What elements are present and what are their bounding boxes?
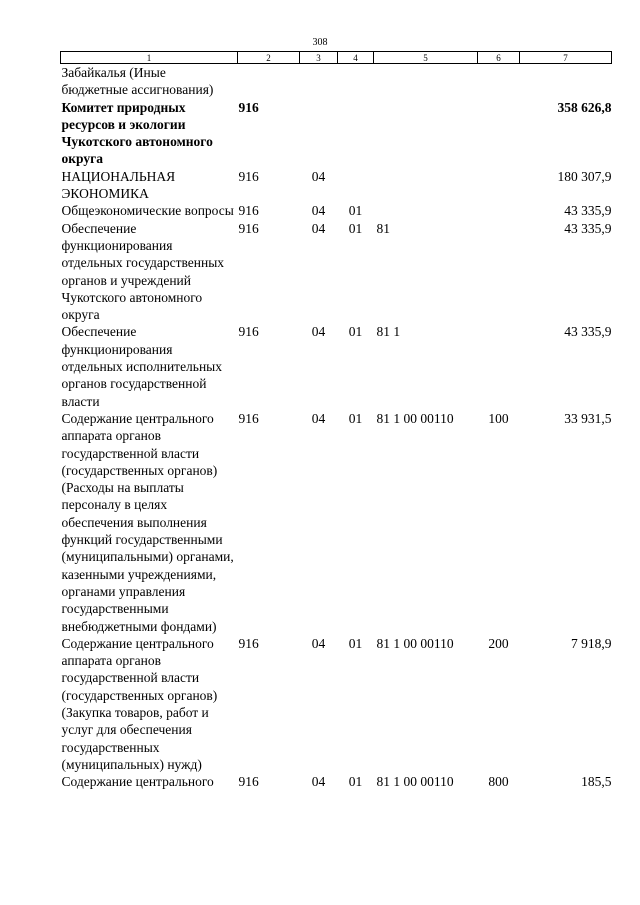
table-body bbox=[61, 64, 612, 791]
row-department-code bbox=[238, 64, 300, 99]
row-target-article bbox=[374, 99, 478, 168]
row-subsection-code: 01 bbox=[348, 220, 363, 236]
row-section-code: 04 bbox=[311, 635, 326, 651]
row-name: Обеспечение функционирования отдельных исполнительных органов государственной власти bbox=[61, 324, 222, 409]
row-department-code: 916 bbox=[238, 635, 259, 651]
row-expense-type bbox=[478, 99, 520, 168]
row-name: НАЦИОНАЛЬНАЯ ЭКОНОМИКА bbox=[61, 168, 176, 202]
page-number: 308 bbox=[312, 37, 328, 48]
row-target-article: 81 bbox=[376, 220, 390, 236]
row-subsection-code: 01 bbox=[348, 635, 363, 651]
row-section-code: 04 bbox=[311, 324, 326, 340]
table-row bbox=[61, 220, 612, 324]
row-name: Общеэкономические вопросы bbox=[61, 203, 234, 219]
header-row bbox=[61, 52, 612, 64]
row-name: Обеспечение функционирования отдельных государственных органов и учреждений Чукотского автономного округа bbox=[61, 220, 225, 323]
row-name: Забайкалья (Иные бюджетные ассигнования) bbox=[61, 65, 214, 98]
row-subsection-code: 01 bbox=[348, 774, 363, 790]
row-amount: 33 931,5 bbox=[564, 410, 612, 426]
row-expense-type bbox=[478, 168, 520, 203]
row-section-code: 04 bbox=[311, 220, 326, 236]
row-department-code: 916 bbox=[238, 99, 259, 115]
table-row bbox=[61, 773, 612, 790]
row-section-code: 04 bbox=[311, 774, 326, 790]
row-amount: 180 307,9 bbox=[557, 168, 612, 184]
row-department-code: 916 bbox=[238, 324, 259, 340]
row-target-article: 81 1 bbox=[376, 324, 401, 340]
row-department-code: 916 bbox=[238, 168, 259, 184]
row-section-code bbox=[300, 64, 338, 99]
header-col-5: 5 bbox=[374, 52, 478, 64]
row-target-article bbox=[374, 202, 478, 219]
table-row bbox=[61, 635, 612, 773]
row-amount: 358 626,8 bbox=[557, 99, 612, 115]
row-subsection-code bbox=[338, 99, 374, 168]
row-target-article bbox=[374, 64, 478, 99]
row-target-article: 81 1 00 00110 bbox=[376, 635, 454, 651]
row-target-article: 81 1 00 00110 bbox=[376, 774, 454, 790]
row-subsection-code bbox=[338, 168, 374, 203]
table-row bbox=[61, 168, 612, 203]
table-row bbox=[61, 64, 612, 99]
budget-table bbox=[60, 51, 612, 790]
row-department-code: 916 bbox=[238, 220, 259, 236]
row-section-code: 04 bbox=[311, 168, 326, 184]
header-col-4: 4 bbox=[338, 52, 374, 64]
header-col-3: 3 bbox=[300, 52, 338, 64]
row-subsection-code: 01 bbox=[348, 203, 363, 219]
row-expense-type bbox=[478, 64, 520, 99]
table-header bbox=[61, 52, 612, 64]
row-expense-type bbox=[478, 202, 520, 219]
header-col-6: 6 bbox=[478, 52, 520, 64]
row-target-article: 81 1 00 00110 bbox=[376, 410, 454, 426]
header-col-7: 7 bbox=[520, 52, 612, 64]
row-expense-type: 200 bbox=[488, 635, 509, 651]
row-name: Содержание центрального bbox=[61, 774, 214, 790]
header-col-1: 1 bbox=[61, 52, 238, 64]
table-row bbox=[61, 99, 612, 168]
row-department-code: 916 bbox=[238, 774, 259, 790]
row-amount bbox=[520, 64, 612, 99]
row-amount: 43 335,9 bbox=[564, 203, 612, 219]
row-department-code: 916 bbox=[238, 410, 259, 426]
row-expense-type: 800 bbox=[488, 774, 509, 790]
row-subsection-code bbox=[338, 64, 374, 99]
row-section-code: 04 bbox=[311, 410, 326, 426]
row-amount: 7 918,9 bbox=[571, 635, 612, 651]
row-target-article bbox=[374, 168, 478, 203]
row-department-code: 916 bbox=[238, 203, 259, 219]
table-row bbox=[61, 323, 612, 409]
row-section-code bbox=[300, 99, 338, 168]
row-expense-type bbox=[478, 220, 520, 324]
header-col-2: 2 bbox=[238, 52, 300, 64]
row-amount: 185,5 bbox=[581, 774, 612, 790]
row-expense-type bbox=[478, 323, 520, 409]
row-amount: 43 335,9 bbox=[564, 220, 612, 236]
row-expense-type: 100 bbox=[488, 410, 509, 426]
row-name: Содержание центрального аппарата органов государственной власти (государственных органов) (Расходы на выплаты персоналу в целях обеспечения выполнения функций государственными (муниципальными) органами, казенными учреждениями, органами управления государственными внебюджетными фондами) bbox=[61, 410, 234, 634]
table-row bbox=[61, 410, 612, 635]
row-name: Содержание центрального аппарата органов государственной власти (государственных органов) (Закупка товаров, работ и услуг для обеспечения государственных (муниципальных) нужд) bbox=[61, 635, 218, 772]
row-section-code: 04 bbox=[311, 203, 326, 219]
row-amount: 43 335,9 bbox=[564, 324, 612, 340]
row-name: Комитет природных ресурсов и экологии Чукотского автономного округа bbox=[61, 99, 213, 167]
table-row bbox=[61, 202, 612, 219]
row-subsection-code: 01 bbox=[348, 324, 363, 340]
row-subsection-code: 01 bbox=[348, 410, 363, 426]
